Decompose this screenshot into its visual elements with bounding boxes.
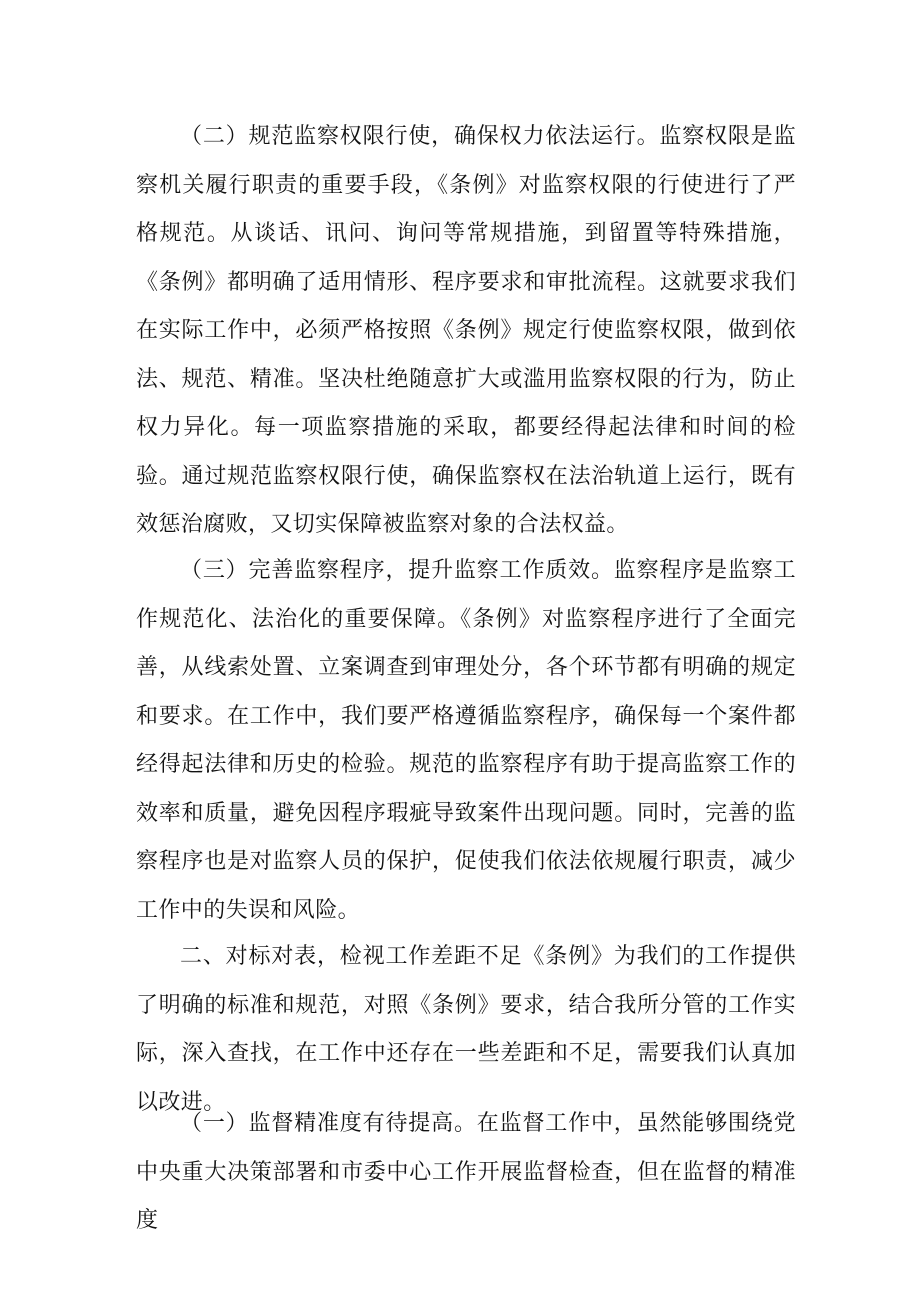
paragraph-2-regulate-powers: （二）规范监察权限行使，确保权力依法运行。监察权限是监察机关履行职责的重要手段，《条例》对监察权限的行使进行了严格规范。从谈话、讯问、询问等常规措施，到留置等特殊措施，《条例》都明确了适用情形、程序要求和审批流程。这就要求我们在实际工作中，必须严格按照《条例》规定行使监察权限，做到依法、规范、精准。坚决杜绝随意扩大或滥用监察权限的行为，防止权力异化。每一项监察措施的采取，都要经得起法律和时间的检验。通过规范监察权限行使，确保监察权在法治轨道上运行，既有效惩治腐败，又切实保障被监察对象的合法权益。 — [136, 124, 796, 537]
section-2-heading-paragraph: 二、对标对表，检视工作差距不足《条例》为我们的工作提供了明确的标准和规范，对照《条例》要求，结合我所分管的工作实际，深入查找，在工作中还存在一些差距和不足，需要我们认真加以改进。 — [136, 944, 796, 1115]
paragraph-1-supervision-accuracy: （一）监督精准度有待提高。在监督工作中，虽然能够围绕党中央重大决策部署和市委中心工作开展监督检查，但在监督的精准度 — [136, 1111, 796, 1233]
paragraph-3-improve-procedures: （三）完善监察程序，提升监察工作质效。监察程序是监察工作规范化、法治化的重要保障。《条例》对监察程序进行了全面完善，从线索处置、立案调查到审理处分，各个环节都有明确的规定和要求。在工作中，我们要严格遵循监察程序，确保每一个案件都经得起法律和历史的检验。规范的监察程序有助于提高监察工作的效率和质量，避免因程序瑕疵导致案件出现问题。同时，完善的监察程序也是对监察人员的保护，促使我们依法依规履行职责，减少工作中的失误和风险。 — [136, 558, 796, 923]
